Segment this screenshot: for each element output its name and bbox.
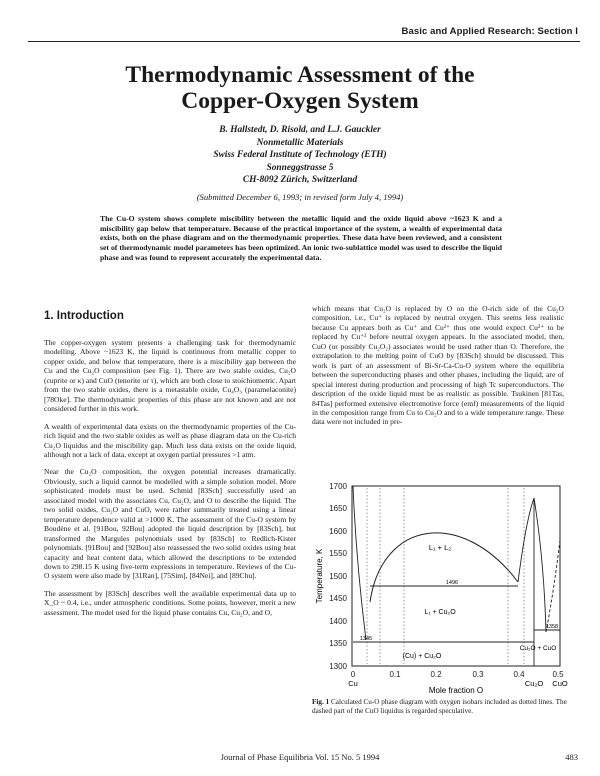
title-line-2: Copper-Oxygen System [181,88,419,114]
phase-diagram-figure [312,480,574,696]
x-tick-label: 0.1 [389,670,401,679]
caption-text: Calculated Cu-O phase diagram with oxygen isobars included as dotted lines. The dashed part of the CuO liquidus is regarded speculative. [312,698,567,715]
phase-diagram-svg [312,480,574,696]
y-tick-label: 1700 [329,482,347,491]
right-column [312,304,564,435]
x-end-label-cuo: CuO [552,679,568,688]
y-tick-label: 1550 [329,549,347,558]
author-names: B. Hallstedt, D. Risold, and L.J. Gauckler [219,125,381,135]
y-tick-labels [329,482,347,671]
x-end-label-cu: Cu [348,679,358,688]
region-label: Cu₂O + CuO [519,645,557,652]
footer-journal: Journal of Phase Equilibria Vol. 15 No. 5 1994 [220,752,380,762]
line-label: 1496 [445,580,459,586]
cu2o-liquidus-right [534,498,546,632]
figure-caption [312,698,574,716]
author-dept: Nonmetallic Materials [256,137,344,148]
running-header: Basic and Applied Research: Section I [401,26,578,37]
paper-title [0,62,600,114]
x-end-label-cu2o: Cu₂O [524,679,544,688]
y-tick-label: 1500 [329,572,347,581]
paragraph: The copper-oxygen system presents a challenging task for thermodynamic modelling. Above ~1623 K, the liquid is continuous from metallic copper to copper oxide, and below that temperature, there is a miscibility gap between the Cu and the Cu₂O composition (see Fig. 1). There are two stable oxides, Cu₂O (cuprite or κ) and CuO (tenorite or τ), which are both close to stoichiometric. Apart from the two stable oxides, there is a metastable oxide, Cu₄O₃ (paramelaconite) [78Oke]. The thermodynamic properties of this phase are not known and are not considered further in this work. [44,338,296,414]
line-label: 1358 [545,624,559,630]
y-tick-label: 1450 [329,594,347,603]
y-axis-label: Temperature, K [315,548,324,604]
author-city: CH-8092 Zürich, Switzerland [242,175,358,186]
y-tick-label: 1600 [329,527,347,536]
region-label: L₁ + L₂ [428,543,452,552]
caption-label: Fig. 1 [312,698,330,706]
x-axis-label: Mole fraction O [428,686,484,695]
paragraph: Near the Cu₂O composition, the oxygen potential increases dramatically. Obviously, such a liquid cannot be modelled with a simple solution model. More sophisticated models must be used. Schmid [83Sch] successfully used an associated model with the associates Cu, Cu₂O, and O to describe the liquid. The two solid oxides, Cu₂O and CuO, were rather summarily treated using a linear temperature dependence valid at >1000 K. The assessment of the Cu-O system by Boudène et al. [91Bou, 92Bou] adopted the liquid description by [83Sch], but transformed the Margules polynomials used by [83Sch] to Redlich-Kister polynomials. [91Bou] and [92Bou] also reassessed the two solid oxides using heat capacity and heat content data, which allowed the descriptions to be extended down to 298.15 K using five-term expressions in temperature. Reviews of the Cu-O system were also made by [31Ran], [75Sim], [84Nei], and [89Chu]. [44,467,296,581]
x-tick-label: 0.3 [472,670,484,679]
page-number: 483 [565,752,578,762]
region-label: (Cu) + Cu₂O [402,653,442,660]
cuo-liquidus-dashed [546,540,560,632]
title-line-1: Thermodynamic Assessment of the [125,62,475,88]
y-tick-label: 1300 [329,662,347,671]
x-tick-label: 0.2 [430,670,442,679]
paragraph: which means that Cu₂O is replaced by O on the O-rich side of the Cu₂O composition, i.e., Cu⁺ is replaced by neutral oxygen. This seems less realistic because Cu appears both as Cu⁺ and Cu²⁺ thus one would expect Cu²⁺ to be replaced by Cu⁺² before neutral oxygen appears. In the associated model, then, CuO (or possibly Cu₂O₂) associates would be used rather than O. Therefore, the extrapolation to the melting point of CuO by [83Sch] should be discussed. This work is part of an assessment of Bi-Sr-Ca-Cu-O system where the equilibria between the superconducting phases and other phases, including the liquid, are of special interest during production and processing of high Tc superconductors. The description of the oxide liquid must be as realistic as possible. Tsukinen [81Tas, 84Tas] performed extensive electromotive force (emf) measurements of the liquid in the composition range from Cu to Cu₂O and to a wide temperature range. These data were not included in pre- [312,304,564,427]
paragraph: The assessment by [83Sch] describes well the available experimental data up to X_O ~ 0.4, i.e., under atmospheric conditions. Some points, however, merit a new assessment. The model used for the liquid phase contains Cu, Cu₂O, and O, [44,588,296,617]
y-tick-label: 1400 [329,617,347,626]
author-institute: Swiss Federal Institute of Technology (ETH) [213,150,387,161]
author-block [0,124,600,187]
x-tick-label: 0 [350,670,356,679]
submission-dates: (Submitted December 6, 1993; in revised form July 4, 1994) [196,192,404,202]
y-tick-label: 1650 [329,504,347,513]
x-tick-labels [351,670,564,679]
x-tick-label: 0.4 [513,670,525,679]
paragraph: A wealth of experimental data exists on the thermodynamic properties of the Cu-rich liquid and the two stable oxides as well as phase diagram data on the Cu-rich Cu₂O liquidus and the miscibility gap. Much less data exists on the oxide liquid, although not a lack of data, except at oxygen partial pressures >1 atm. [44,421,296,459]
oxygen-isobars [367,488,524,664]
header-rule [28,41,580,42]
line-label: 1345 [359,636,373,642]
region-label: L₁ + Cu₂O [424,609,456,616]
section-heading: 1. Introduction [44,310,124,322]
left-column [44,338,296,625]
author-street: Sonneggstrasse 5 [266,162,334,173]
x-tick-label: 0.5 [552,670,564,679]
plot-frame [352,486,560,666]
y-tick-label: 1350 [329,639,347,648]
cu2o-liquidus-left [518,498,534,582]
abstract: The Cu-O system shows complete miscibility between the metallic liquid and the oxide liquid above ~1623 K and a miscibility gap below that temperature. Because of the practical importance of the system, a wealth of experimental data exists, both on the phase diagram and on the thermodynamic properties. These data have been reviewed, and a consistent set of thermodynamic model parameters has been optimized. An ionic two-sublattice model was used to describe the liquid phase and was found to represent accurately the experimental data. [100,214,502,262]
cu-liquidus [353,486,366,640]
